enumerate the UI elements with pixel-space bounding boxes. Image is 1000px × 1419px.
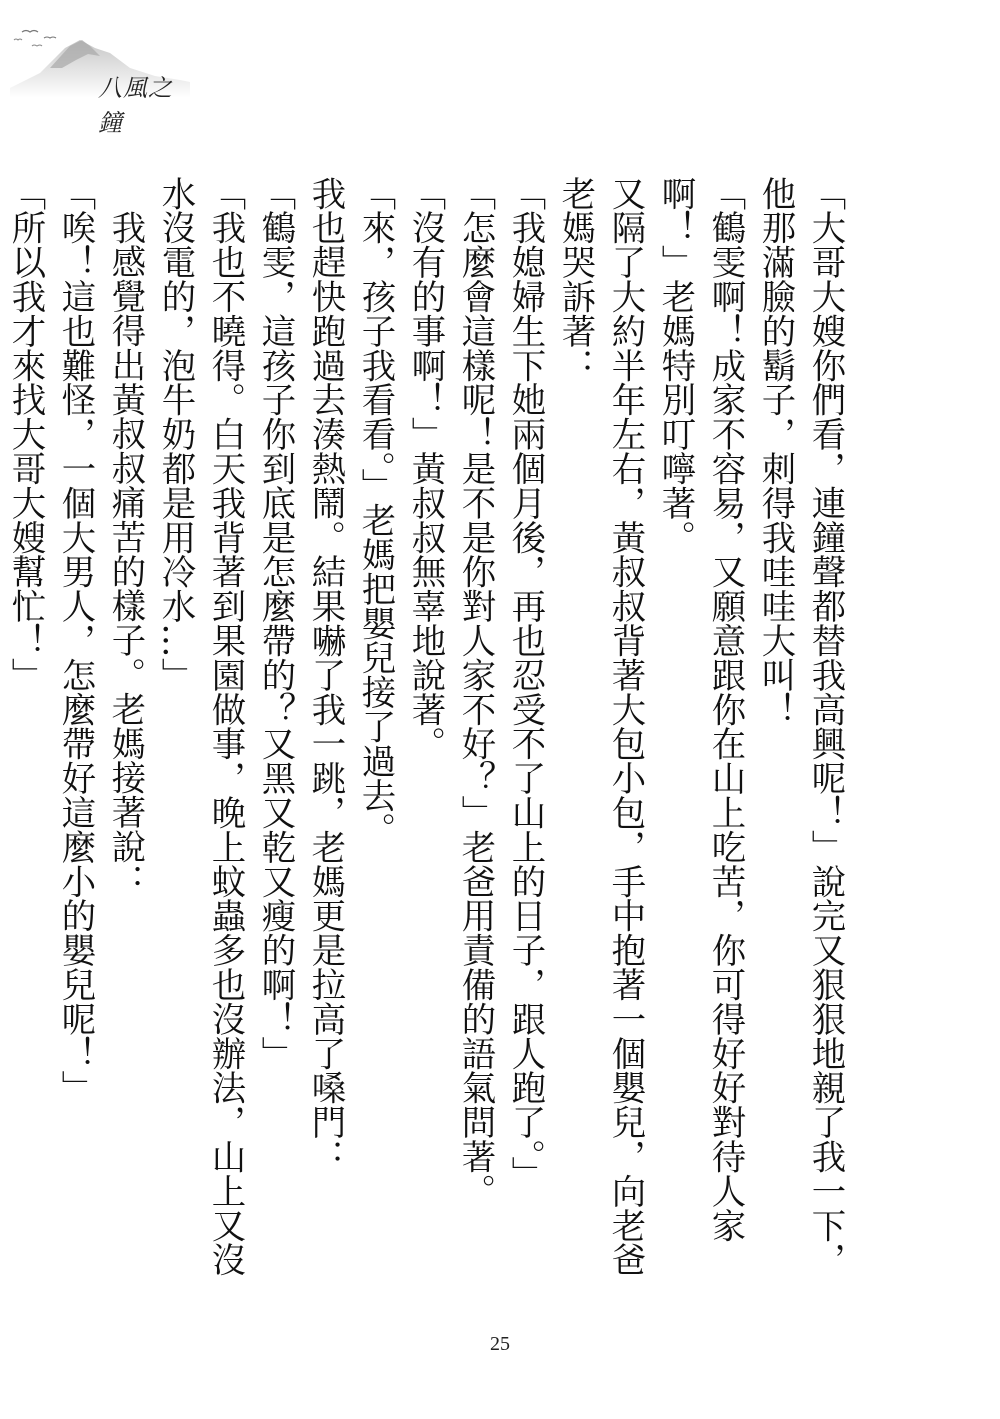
paragraph: 「來，孩子我看看。」老媽把嬰兒接了過去。 bbox=[355, 176, 395, 847]
vertical-text-body bbox=[0, 176, 850, 1308]
paragraph: 我也趕快跑過去湊熱鬧。結果嚇了我一跳，老媽更是拉高了嗓門： bbox=[305, 176, 345, 1174]
paragraph: 我感覺得出黃叔叔痛苦的樣子。老媽接著說： bbox=[105, 210, 145, 899]
paragraph: 又隔了大約半年左右，黃叔叔背著大包小包，手中抱著一個嬰兒，向老爸老媽哭訴著： bbox=[555, 176, 645, 1277]
page-number: 25 bbox=[490, 1333, 510, 1355]
paragraph: 「怎麼會這樣呢！是不是你對人家不好？」老爸用責備的語氣問著。 bbox=[455, 176, 495, 1208]
paragraph: 「鶴雯，這孩子你到底是怎麼帶的？又黑又乾又瘦的啊！」 bbox=[255, 176, 295, 1071]
book-logo bbox=[10, 18, 190, 137]
paragraph: 「大哥大嫂你們看，連鐘聲都替我高興呢！」說完又狠狠地親了我一下，他那滿臉的鬍子，刺得我哇哇大叫！ bbox=[755, 176, 845, 1277]
paragraph: 「唉！這也難怪，一個大男人，怎麼帶好這麼小的嬰兒呢！」 bbox=[55, 176, 95, 1105]
paragraph: 「沒有的事啊！」黃叔叔無辜地說著。 bbox=[405, 176, 445, 761]
paragraph: 「所以我才來找大哥大嫂幫忙！」 bbox=[5, 176, 45, 692]
paragraph: 「我媳婦生下她兩個月後，再也忍受不了山上的日子，跟人跑了。」 bbox=[505, 176, 545, 1191]
logo-text: 八風之鐘 bbox=[98, 74, 173, 137]
paragraph: 「鶴雯啊！成家不容易，又願意跟你在山上吃苦，你可得好好對待人家啊！」老媽特別叮嚀著。 bbox=[655, 176, 745, 1243]
paragraph: 「我也不曉得。白天我背著到果園做事，晚上蚊蟲多也沒辦法，山上又沒水沒電的，泡牛奶都是用冷水…」 bbox=[155, 176, 245, 1277]
